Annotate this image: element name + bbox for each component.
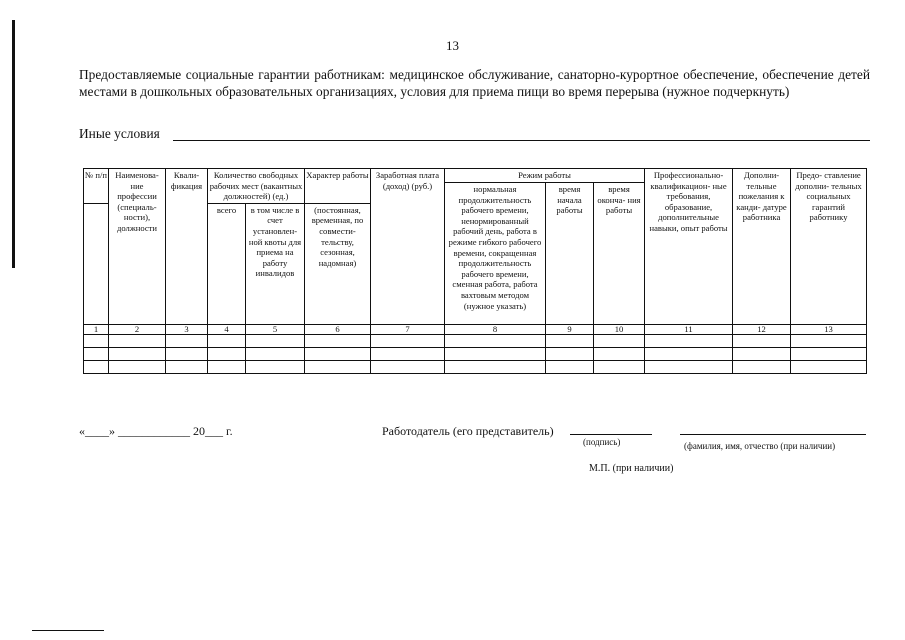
table-cell[interactable]: [791, 360, 867, 373]
social-guarantees-text: Предоставляемые социальные гарантии работникам: медицинское обслуживание, санаторно-курортное обеспечение, обеспечение детей местами в дошкольных образовательных организациях, условия для приема пищи во время перерыва (нужное подчеркнуть): [79, 67, 870, 99]
table-cell[interactable]: [208, 347, 246, 360]
header-num: № п/п: [84, 169, 109, 204]
table-cell[interactable]: [371, 347, 445, 360]
header-row-1: [84, 169, 867, 183]
table-cell[interactable]: [546, 334, 594, 347]
table-cell[interactable]: [84, 360, 109, 373]
header-work-mode: Режим работы: [445, 169, 645, 183]
column-number: 2: [109, 324, 166, 334]
column-number: 8: [445, 324, 546, 334]
signature-caption: (подпись): [583, 437, 621, 447]
table-cell[interactable]: [546, 360, 594, 373]
table-cell[interactable]: [371, 334, 445, 347]
employer-label: Работодатель (его представитель): [382, 424, 554, 438]
table-row: [84, 360, 867, 373]
column-number: 12: [733, 324, 791, 334]
column-number: 9: [546, 324, 594, 334]
header-num-empty: [84, 203, 109, 324]
date-line[interactable]: «____» ____________ 20___ г.: [79, 424, 233, 438]
table-cell[interactable]: [166, 360, 208, 373]
table-cell[interactable]: [733, 334, 791, 347]
table-cell[interactable]: [305, 347, 371, 360]
table-cell[interactable]: [445, 334, 546, 347]
column-number: 4: [208, 324, 246, 334]
table-cell[interactable]: [166, 334, 208, 347]
table-cell[interactable]: [791, 347, 867, 360]
table-cell[interactable]: [733, 347, 791, 360]
table-cell[interactable]: [246, 347, 305, 360]
other-conditions-label: Иные условия: [79, 126, 160, 141]
column-number: 3: [166, 324, 208, 334]
header-work-end: время оконча- ния работы: [594, 183, 645, 325]
table-cell[interactable]: [445, 360, 546, 373]
table-cell[interactable]: [305, 334, 371, 347]
column-number: 11: [645, 324, 733, 334]
other-conditions-row: [79, 126, 870, 144]
table-cell[interactable]: [594, 347, 645, 360]
table-cell[interactable]: [246, 360, 305, 373]
header-vacancies-quota: в том числе в счет установлен- ной квоты для приема на работу инвалидов: [246, 203, 305, 324]
column-number-row: [84, 324, 867, 334]
table-cell[interactable]: [109, 334, 166, 347]
column-number: 1: [84, 324, 109, 334]
header-work-mode-hours: нормальная продолжительность рабочего времени, ненормированный рабочий день, работа в режиме гибкого рабочего времени, сокращенная продолжительность рабочего времени, сменная работа, работа вахтовым методом (нужное указать): [445, 183, 546, 325]
table-cell[interactable]: [371, 360, 445, 373]
column-number: 10: [594, 324, 645, 334]
stamp-label: М.П. (при наличии): [589, 463, 674, 474]
table-cell[interactable]: [166, 347, 208, 360]
margin-bar: [12, 20, 15, 268]
table-cell[interactable]: [84, 334, 109, 347]
column-number: 5: [246, 324, 305, 334]
header-requirements: Профессионально- квалификацион- ные требования, образование, дополнительные навыки, опыт работы: [645, 169, 733, 325]
table-cell[interactable]: [546, 347, 594, 360]
table-cell[interactable]: [594, 334, 645, 347]
column-number: 13: [791, 324, 867, 334]
header-salary: Заработная плата (доход) (руб.): [371, 169, 445, 325]
table-cell[interactable]: [109, 360, 166, 373]
footnote-rule: [32, 630, 104, 631]
table-cell[interactable]: [208, 360, 246, 373]
table-cell[interactable]: [594, 360, 645, 373]
page-number: 13: [446, 38, 459, 53]
header-work-nature: Характер работы: [305, 169, 371, 204]
signature-field[interactable]: [570, 434, 652, 435]
header-qualification: Квали- фикация: [166, 169, 208, 325]
table-row: [84, 334, 867, 347]
vacancy-table: [83, 168, 867, 374]
table-cell[interactable]: [645, 334, 733, 347]
other-conditions-field[interactable]: [173, 140, 870, 141]
name-field[interactable]: [680, 434, 866, 435]
header-guarantees: Предо- ставление дополни- тельных социальных гарантий работнику: [791, 169, 867, 325]
header-work-start: время начала работы: [546, 183, 594, 325]
table-cell[interactable]: [645, 360, 733, 373]
header-vacancies-total: всего: [208, 203, 246, 324]
column-number: 6: [305, 324, 371, 334]
table-row: [84, 347, 867, 360]
table-cell[interactable]: [84, 347, 109, 360]
column-number: 7: [371, 324, 445, 334]
table-cell[interactable]: [208, 334, 246, 347]
table-cell[interactable]: [109, 347, 166, 360]
name-caption: (фамилия, имя, отчество (при наличии): [684, 441, 836, 451]
header-profession: Наименова- ние профессии (специаль- ности), должности: [109, 169, 166, 325]
header-work-nature-detail: (постоянная, временная, по совмести- тельству, сезонная, надомная): [305, 203, 371, 324]
header-vacancies: Количество свободных рабочих мест (вакантных должностей) (ед.): [208, 169, 305, 204]
table-cell[interactable]: [791, 334, 867, 347]
header-wishes: Дополни- тельные пожелания к канди- датуре работника: [733, 169, 791, 325]
table-cell[interactable]: [733, 360, 791, 373]
table-cell[interactable]: [305, 360, 371, 373]
table-cell[interactable]: [246, 334, 305, 347]
table-cell[interactable]: [445, 347, 546, 360]
table-cell[interactable]: [645, 347, 733, 360]
